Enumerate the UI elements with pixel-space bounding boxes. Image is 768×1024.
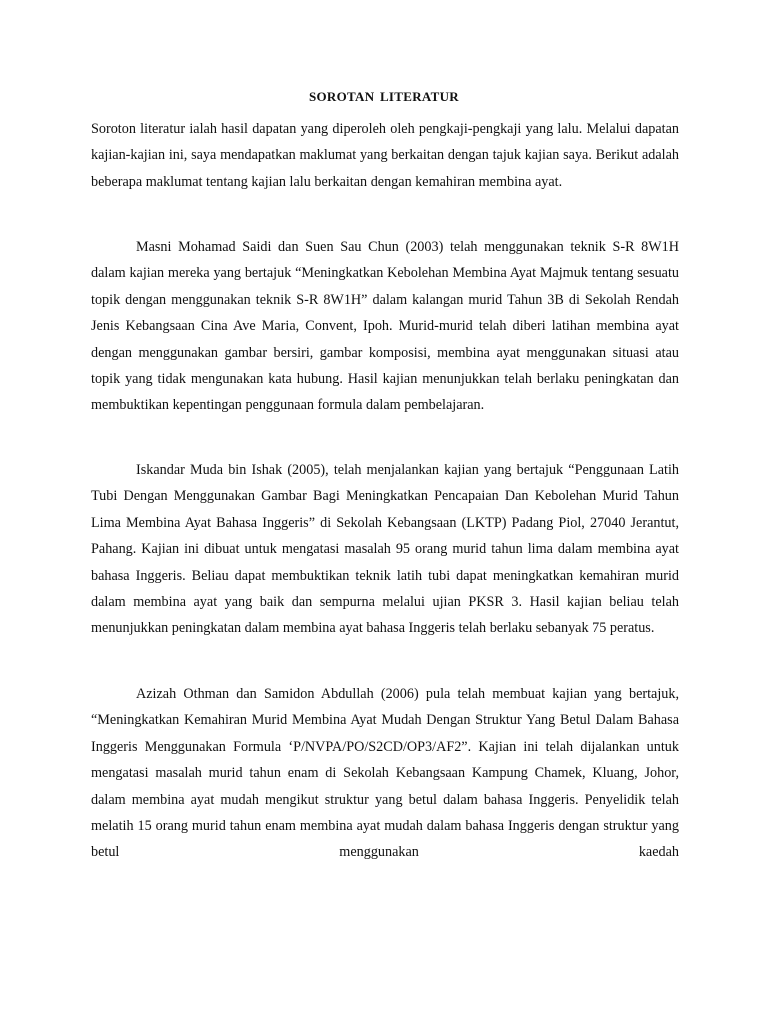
paragraph-introduction: Soroton literatur ialah hasil dapatan yang diperoleh oleh pengkaji-pengkaji yang lalu. Melalui dapatan kajian-kajian ini, saya mendapatkan maklumat yang berkaitan dengan tajuk kajian saya. Berikut adalah beberapa maklumat tentang kajian lalu berkaitan dengan kemahiran membina ayat. [91,121,679,190]
paragraph-iskandar-2005: Iskandar Muda bin Ishak (2005), telah menjalankan kajian yang bertajuk “Penggunaan Latih Tubi Dengan Menggunakan Gambar Bagi Meningkatkan Pencapaian Dan Kebolehan Murid Tahun Lima Membina Ayat Bahasa Inggeris” di Sekolah Kebangsaan (LKTP) Padang Piol, 27040 Jerantut, Pahang. Kajian ini dibuat untuk mengatasi masalah 95 orang murid tahun lima dalam membina ayat bahasa Inggeris. Beliau dapat membuktikan teknik latih tubi dapat meningkatkan kemahiran murid dalam membina ayat yang baik dan sempurna melalui ujian PKSR 3. Hasil kajian beliau telah menunjukkan peningkatan dalam membina ayat bahasa Inggeris telah berlaku sebanyak 75 peratus. [91,462,679,637]
paragraph-azizah-2006: Azizah Othman dan Samidon Abdullah (2006) pula telah membuat kajian yang bertajuk, “Meningkatkan Kemahiran Murid Membina Ayat Mudah Dengan Struktur Yang Betul Dalam Bahasa Inggeris Menggunakan Formula ‘P/NVPA/PO/S2CD/OP3/AF2”. Kajian ini telah dijalankan untuk mengatasi masalah murid tahun enam di Sekolah Kebangsaan Kampung Chamek, Kluang, Johor, dalam membina ayat mudah mengikut struktur yang betul dalam bahasa Inggeris. Penyelidik telah melatih 15 orang murid tahun enam membina ayat mudah dalam bahasa Inggeris dengan struktur yang betul menggunakan kaedah [91,686,679,861]
paragraph-masni-2003: Masni Mohamad Saidi dan Suen Sau Chun (2003) telah menggunakan teknik S-R 8W1H dalam kajian mereka yang bertajuk “Meningkatkan Kebolehan Membina Ayat Majmuk tentang sesuatu topik dengan menggunakan teknik S-R 8W1H” dalam kalangan murid Tahun 3B di Sekolah Rendah Jenis Kebangsaan Cina Ave Maria, Convent, Ipoh. Murid-murid telah diberi latihan membina ayat dengan menggunakan gambar bersiri, gambar komposisi, membina ayat menggunakan situasi atau topik yang tidak mengunakan kata hubung. Hasil kajian menunjukkan telah berlaku peningkatan dan membuktikan kepentingan penggunaan formula dalam pembelajaran. [91,239,679,414]
page-title: SOROTAN LITERATUR [308,89,459,104]
